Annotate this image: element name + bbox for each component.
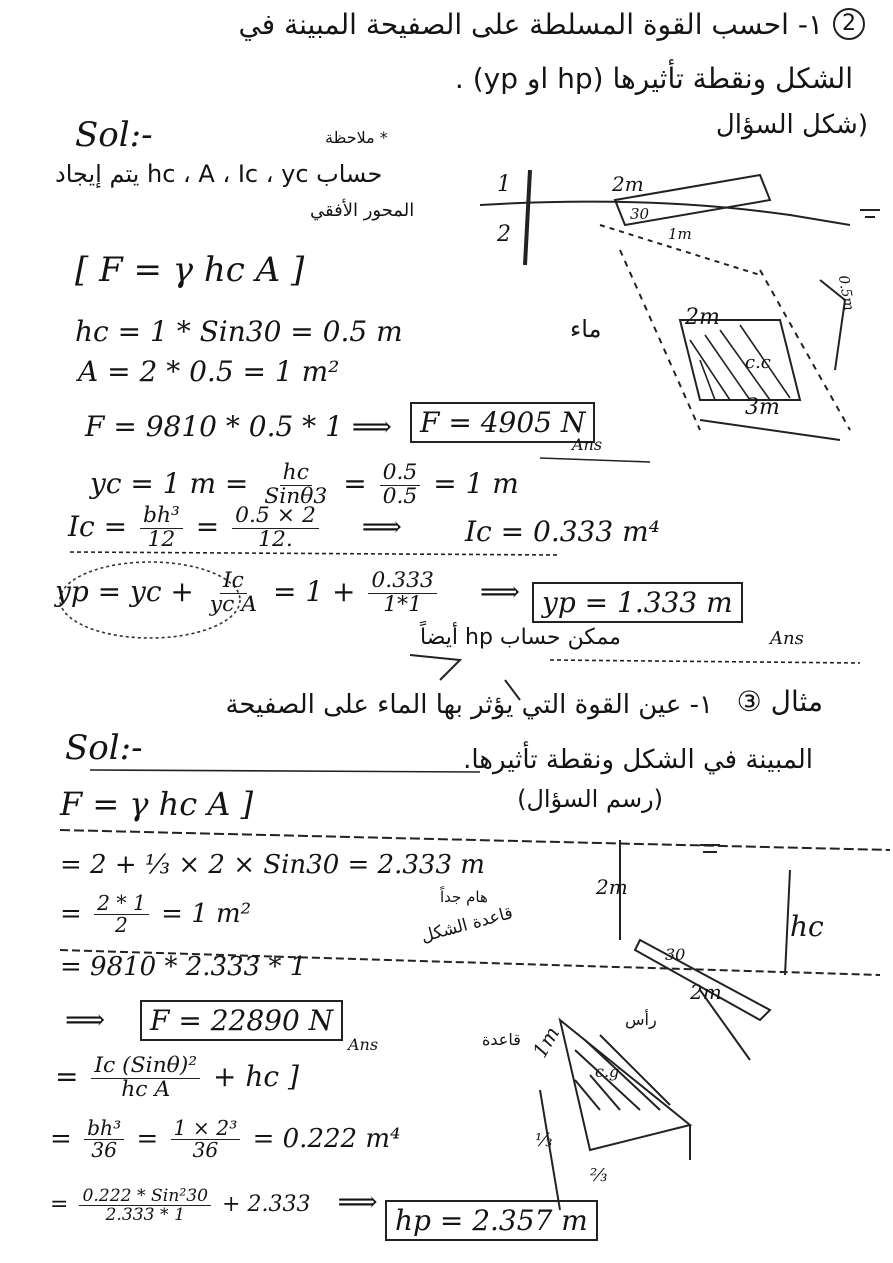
problem3-hp-eq [55,1055,299,1102]
problem2-eq-force: [ F = γ hc A ] [75,250,305,290]
ic-frac1 [140,505,183,552]
problem2-yp: yp = yc + $\frac{Ic}{\text{yc A}}$ = 1 + $\frac{0.333}{1*1}$ ⟹ [55,568,520,617]
p3-fig-two-thirds: ⅔ [590,1165,608,1186]
problem3-force-answer: F = 22890 N [140,1000,343,1041]
p2-fig-label1: 1 [497,172,511,197]
p3-area-lhs: = [60,898,82,929]
problem2-hp-note: ممكن حساب hp أيضاً [420,625,621,650]
water-surface-line [480,202,850,225]
p2-fig-1m: 1m [668,225,692,243]
p3-fig-cg: c.g [595,1062,620,1081]
p3-hp-eq-lhs: = [55,1059,79,1093]
problem2-force-answer: F = 4905 N [410,402,595,443]
problem3-area [60,893,251,937]
problem2-force-calc: F = 9810 * 0.5 * 1 ⟹ [85,410,392,443]
p3-area-frac [94,893,149,937]
problem2-sol: Sol:- [75,115,153,155]
p3-hp-calc-rhs: + 2.333 [222,1192,311,1217]
problem3-ans-tag: Ans [348,1035,379,1054]
ic-lhs: Ic = [68,509,128,543]
p3-fig-base: 1m [527,1022,565,1062]
problem3-title: مثال ③ [736,685,823,718]
problem2-fig-note: (شكل السؤال [715,110,868,140]
problem2-note-top: * ملاحظة [325,128,388,147]
p3-fig-third: ⅓ [535,1130,553,1151]
problem2-yp-answer: yp = 1.333 m [532,582,743,623]
yc-rhs: = 1 m [433,466,519,500]
yp-num2: 0.333 [368,570,437,594]
p3-fig-arrow-note: قاعدة الشكل [419,903,516,947]
yp-mid: = 1 + [272,574,356,608]
p3-ic-lhs: = [50,1123,72,1154]
problem3-line2: المبينة في الشكل ونقطة تأثيرها. [463,745,813,775]
p3-hp-calc-num: 0.222 * Sin²30 [79,1187,211,1206]
problem3-hc: = 2 + ⅓ × 2 × Sin30 = 2.333 m [60,850,485,880]
yp-den2: 1*1 [383,591,422,617]
problem2-yp-ans-tag: Ans [770,628,804,649]
problem2-line1: ١- احسب القوة المسلطة على الصفيحة المبينة في [238,8,823,41]
yc-num: hc [280,462,312,486]
problem2-line2: الشكل ونقطة تأثيرها (hp او yp) . [454,62,853,95]
p2-fig-label2: 2 [497,222,511,247]
yp-frac2 [368,570,437,617]
gauge-stick [525,170,530,265]
p3-ic-rhs: = 0.222 m⁴ [252,1123,401,1154]
yc-den: Sinθ3 [264,483,328,509]
problem2-area: A = 2 * 0.5 = 1 m² [78,355,340,388]
p3-ic-frac1 [84,1118,124,1162]
problem2-hc: hc = 1 * Sin30 = 0.5 m [75,315,403,348]
p3-fig-depth: 2m [596,875,628,899]
p3-ic-den: 36 [91,1138,118,1163]
yp-lhs: yp = yc + [55,574,194,608]
p2-fig-len-mid: 2m [685,305,720,330]
p3-fig-len: 2m [690,980,722,1004]
p3-hp-eq-num: Ic (Sinθ)² [91,1055,200,1079]
problem2-number: 2 [833,8,865,40]
problem3-line1: ١- عين القوة التي يؤثر بها الماء على الصفيحة [225,690,713,720]
yc-den2: 0.5 [382,483,418,509]
p3-hp-eq-frac [91,1055,200,1102]
problem2-ans-tag: Ans [572,435,603,454]
p2-fig-angle: 30 [630,205,650,223]
p2-fig-len-top: 2m [612,172,644,196]
p3-area-den: 2 [115,913,128,938]
ic-num: bh³ [140,505,183,529]
problem3-hp-answer: hp = 2.357 m [385,1200,598,1241]
problem3-force-calc: = 9810 * 2.333 * 1 [60,952,307,982]
p3-fig-note-small: هام جداً [440,888,488,906]
problem2-yc: yc = 1 m = $\frac{hc}{\text{Sinθ3}}$ = $\frac{0.5}{0.5}$ = 1 m [90,460,519,509]
p3-ic-num2: 1 × 2³ [171,1118,241,1140]
problem3-hp-calc: = $\frac{\text{0.222 * Sin²30}}{2.333 * 1}$ + 2.333 ⟹ [50,1185,378,1225]
p3-area-num: 2 * 1 [94,893,149,915]
p3-area-rhs: = 1 m² [161,898,252,929]
p2-fig-cg: c.c [745,352,771,373]
p3-hp-calc-den: 2.333 * 1 [105,1204,185,1225]
p3-fig-label-top: رأس [625,1010,657,1029]
p3-arrow: ⟹ [65,1003,106,1036]
problem3-eq-force: F = γ hc A ] [60,785,254,823]
yc-lhs: yc = 1 m = [90,466,249,500]
plate-rect [680,320,800,400]
yp-num: Ic [220,570,247,594]
problem3-sol: Sol:- [65,728,143,768]
p3-fig-label-base: قاعدة [482,1030,521,1049]
yc-num2: 0.5 [380,462,421,486]
p3-ic-num: bh³ [84,1118,124,1140]
p2-fig-side: 0.5m [834,274,857,312]
ic-den: 12 [147,526,176,552]
yp-frac1 [207,570,260,617]
p3-fig-hc: hc [790,910,824,943]
yc-frac1 [261,462,330,509]
yp-den: yc A [209,591,258,617]
p3-fig-angle: 30 [665,945,686,964]
problem2-step-note: حساب hc ، A ، Ic ، yc يتم إيجاد [55,160,383,188]
p2-fig-len-bottom: 3m [745,395,780,420]
p3-hp-eq-den: hc A [121,1076,171,1102]
p3-ic-frac2 [171,1118,241,1162]
problem3-ic: = $\frac{\text{bh³}}{36}$ = $\frac{\text{1 × 2³}}{36}$ = 0.222 m⁴ [50,1116,401,1163]
p3-hp-calc-frac [79,1187,211,1224]
ic-frac2 [232,505,319,552]
top-divider [60,830,890,850]
ic-num2: 0.5 × 2 [232,505,319,529]
p3-hp-eq-rhs: + hc ] [212,1059,299,1093]
problem2-water-label: ماء [570,315,602,343]
yc-frac2 [380,462,421,509]
problem2-ic-answer: Ic = 0.333 m⁴ [465,515,660,548]
problem2-step-note-sub: المحور الأفقي [310,200,415,221]
ic-den2: 12. [258,526,293,552]
problem2-ic: Ic = $\frac{\text{bh³}}{12}$ = $\frac{0.5 \times 2}{12.}$ ⟹ [68,503,402,552]
problem3-fig-note: (رسم السؤال) [517,785,663,813]
p3-ic-den2: 36 [192,1138,219,1163]
